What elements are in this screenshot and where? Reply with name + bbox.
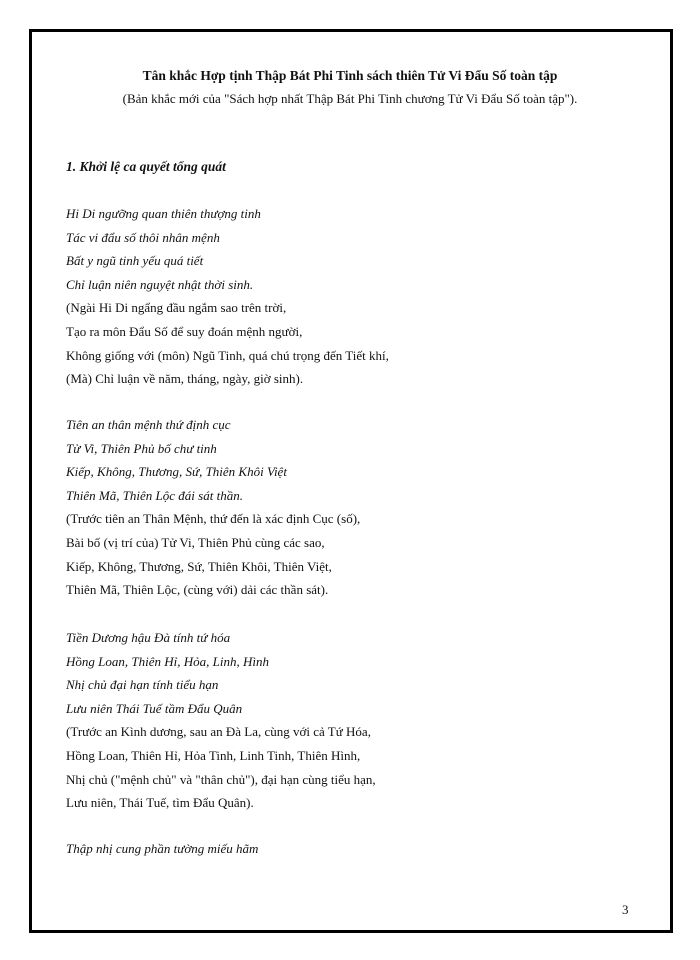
document-subtitle: (Bản khắc mới của "Sách hợp nhất Thập Bát Phi Tinh chương Tử Vi Đẩu Số toàn tập"). — [122, 91, 578, 106]
verse-line: Chỉ luận niên nguyệt nhật thời sinh. — [66, 276, 254, 292]
translation-line: Kiếp, Không, Thương, Sứ, Thiên Khôi, Thiên Việt, — [66, 558, 332, 574]
verse-line: Hồng Loan, Thiên Hỉ, Hỏa, Linh, Hình — [66, 653, 269, 669]
stanza-4 — [66, 839, 258, 863]
verse-line: Hi Di ngưỡng quan thiên thượng tinh — [66, 206, 261, 221]
translation-line: Không giống với (môn) Ngũ Tinh, quá chú trọng đến Tiết khí, — [66, 347, 389, 363]
translation-line: (Ngài Hi Di ngẩng đầu ngắm sao trên trời, — [66, 300, 287, 316]
stanza-3 — [66, 628, 376, 817]
translation-line: Tạo ra môn Đẩu Số để suy đoán mệnh người, — [66, 323, 303, 339]
verse-line: Tiền Dương hậu Đà tính tứ hóa — [66, 630, 231, 645]
translation-line: (Trước tiên an Thân Mệnh, thứ đến là xác định Cục (số), — [66, 511, 361, 527]
translation-line: Hồng Loan, Thiên Hỉ, Hỏa Tinh, Linh Tinh, Thiên Hình, — [66, 747, 361, 763]
stanza-1 — [66, 204, 389, 393]
verse-line: Thiên Mã, Thiên Lộc đái sát thần. — [66, 487, 243, 503]
translation-line: Nhị chủ ("mệnh chủ" và "thân chủ"), đại hạn cùng tiểu hạn, — [66, 771, 376, 787]
verse-line: Tiên an thân mệnh thứ định cục — [66, 417, 231, 432]
verse-line: Bất y ngũ tinh yếu quá tiết — [66, 253, 204, 269]
page-number: 3 — [622, 902, 629, 917]
translation-line: (Trước an Kình dương, sau an Đà La, cùng với cả Tứ Hóa, — [66, 724, 371, 740]
translation-line: Bài bố (vị trí của) Tử Vi, Thiên Phủ cùng các sao, — [66, 534, 325, 550]
verse-line: Tử Vi, Thiên Phủ bố chư tinh — [66, 440, 217, 456]
verse-line: Nhị chủ đại hạn tính tiểu hạn — [66, 677, 219, 693]
verse-line: Kiếp, Không, Thương, Sứ, Thiên Khôi Việt — [66, 464, 287, 480]
document-title: Tân khắc Hợp tịnh Thập Bát Phi Tinh sách thiên Tử Vi Đẩu Số toàn tập — [142, 68, 558, 83]
verse-line: Tác vi đẩu số thôi nhân mệnh — [66, 229, 220, 245]
verse-line: Lưu niên Thái Tuế tầm Đẩu Quân — [66, 700, 243, 716]
section-heading: 1. Khởi lệ ca quyết tổng quát — [66, 159, 226, 174]
stanza-2 — [66, 415, 360, 604]
translation-line: Lưu niên, Thái Tuế, tìm Đẩu Quân). — [66, 795, 254, 811]
verse-line: Thập nhị cung phần tường miếu hãm — [66, 841, 259, 856]
translation-line: (Mà) Chỉ luận về năm, tháng, ngày, giờ sinh). — [66, 371, 304, 387]
translation-line: Thiên Mã, Thiên Lộc, (cùng với) dải các thần sát). — [66, 582, 329, 598]
